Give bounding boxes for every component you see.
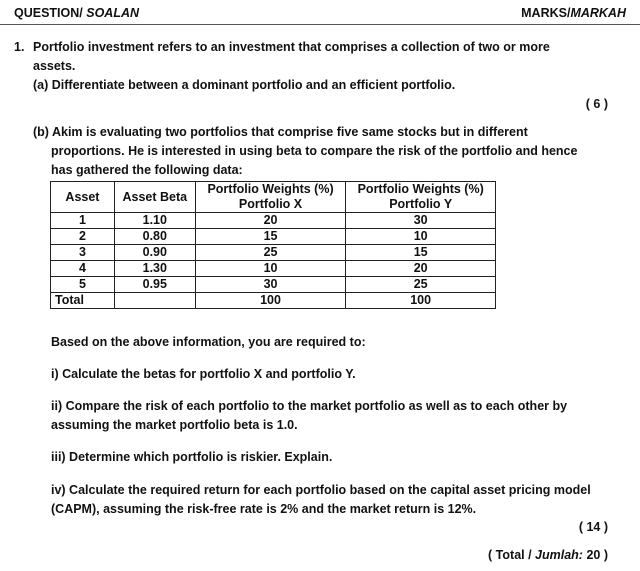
cell-beta: 0.80 [114, 229, 195, 245]
cell-beta: 0.95 [114, 277, 195, 293]
sub-question-i: i) Calculate the betas for portfolio X and portfolio Y. [51, 367, 356, 381]
total-value: 20 ) [582, 548, 608, 562]
question-label: QUESTION/ [14, 6, 83, 20]
cell-asset: 2 [51, 229, 115, 245]
cell-weight-y: 10 [346, 229, 496, 245]
question-number: 1. [14, 40, 25, 54]
total-marks [488, 548, 608, 562]
table-row [51, 245, 496, 261]
question-header [14, 6, 139, 20]
cell-asset: 5 [51, 277, 115, 293]
part-b-marks: ( 14 ) [578, 520, 608, 534]
table-row [51, 229, 496, 245]
sub-question-iv-line-2: (CAPM), assuming the risk-free rate is 2% and the market return is 12%. [51, 502, 477, 516]
cell-weight-y: 25 [346, 277, 496, 293]
part-b-line-1: (b) Akim is evaluating two portfolios that comprise five same stocks but in different [33, 125, 528, 139]
part-b-line-3: has gathered the following data: [51, 163, 243, 177]
cell-weight-x: 15 [195, 229, 346, 245]
sub-question-ii-line-1: ii) Compare the risk of each portfolio to the market portfolio as well as to each other by [51, 399, 568, 413]
cell-weight-y: 15 [346, 245, 496, 261]
header-portfolio-x [195, 182, 346, 213]
cell-weight-x: 20 [195, 213, 346, 229]
marks-header [521, 6, 626, 20]
table-row [51, 261, 496, 277]
cell-total-x: 100 [195, 293, 346, 309]
part-a-marks: ( 6 ) [585, 97, 608, 111]
question-intro-line-1: Portfolio investment refers to an investment that comprises a collection of two or more [33, 40, 550, 54]
cell-asset: 4 [51, 261, 115, 277]
question-intro-line-2: assets. [33, 59, 76, 73]
sub-question-iii: iii) Determine which portfolio is riskier. Explain. [51, 450, 333, 464]
cell-beta: 0.90 [114, 245, 195, 261]
sub-question-iv-line-1: iv) Calculate the required return for each portfolio based on the capital asset pricing model [51, 483, 591, 497]
table-total-row [51, 293, 496, 309]
table-row [51, 213, 496, 229]
total-label-malay: Jumlah: [535, 548, 583, 562]
cell-weight-x: 30 [195, 277, 346, 293]
cell-beta: 1.30 [114, 261, 195, 277]
cell-asset: 1 [51, 213, 115, 229]
cell-beta: 1.10 [114, 213, 195, 229]
part-b-line-2: proportions. He is interested in using beta to compare the risk of the portfolio and hence [51, 144, 578, 158]
header-portfolio-y [346, 182, 496, 213]
table-header-row [51, 182, 496, 213]
header-asset-beta: Asset Beta [114, 182, 195, 213]
cell-weight-x: 25 [195, 245, 346, 261]
portfolio-data-table [50, 181, 496, 309]
cell-weight-x: 10 [195, 261, 346, 277]
sub-question-ii-line-2: assuming the market portfolio beta is 1.0. [51, 418, 298, 432]
header-portfolio-y-line1: Portfolio Weights (%) [357, 182, 484, 196]
cell-weight-y: 20 [346, 261, 496, 277]
header-asset: Asset [51, 182, 115, 213]
cell-total-beta [114, 293, 195, 309]
based-on-text: Based on the above information, you are required to: [51, 335, 366, 349]
part-a-text: (a) Differentiate between a dominant portfolio and an efficient portfolio. [33, 78, 456, 92]
cell-weight-y: 30 [346, 213, 496, 229]
question-label-malay: SOALAN [86, 6, 140, 20]
cell-total-y: 100 [346, 293, 496, 309]
header-portfolio-x-line1: Portfolio Weights (%) [207, 182, 334, 196]
header-divider [0, 24, 640, 25]
cell-asset: 3 [51, 245, 115, 261]
marks-label: MARKS/ [521, 6, 571, 20]
marks-label-malay: MARKAH [570, 6, 626, 20]
total-prefix: ( Total / [488, 548, 536, 562]
table-row [51, 277, 496, 293]
header-portfolio-x-line2: Portfolio X [238, 197, 303, 211]
cell-total-label: Total [51, 293, 115, 309]
header-portfolio-y-line2: Portfolio Y [389, 197, 453, 211]
